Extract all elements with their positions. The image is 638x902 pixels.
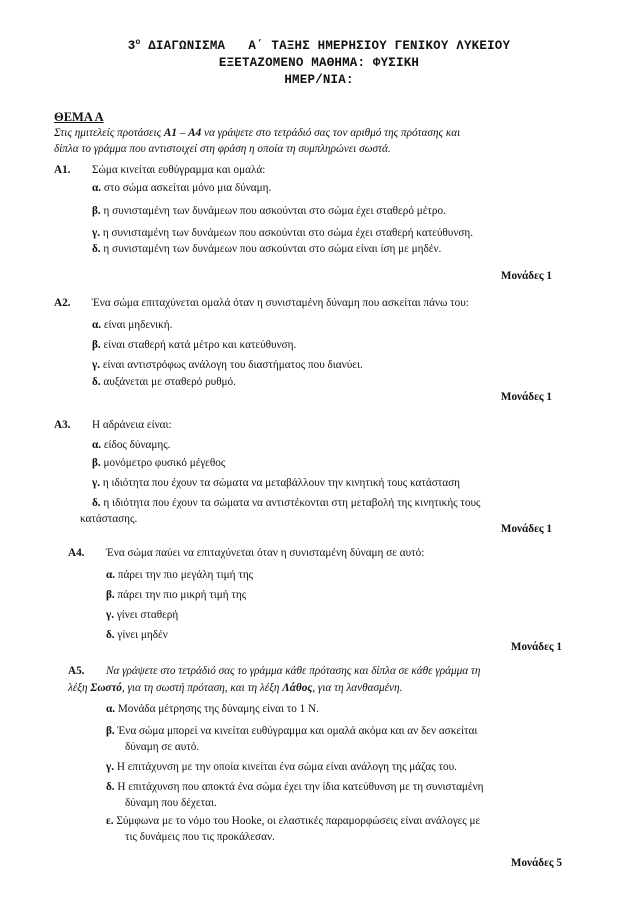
- list-item: γ. η συνισταμένη των δυνάμεων που ασκούνται στο σώμα έχει σταθερή κατεύθυνση.: [92, 227, 474, 239]
- list-item: γ. είναι αντιστρόφως ανάλογη του διαστήματος που διανύει.: [92, 359, 363, 371]
- list-item: δ. η ιδιότητα που έχουν τα σώματα να αντιστέκονται στη μεταβολή της κινητικής τους: [92, 497, 481, 509]
- list-item: α. στο σώμα ασκείται μόνο μια δύναμη.: [92, 182, 272, 194]
- list-item: β. πάρει την πιο μικρή τιμή της: [106, 589, 247, 601]
- list-item: α. Μονάδα μέτρησης της δύναμης είναι το 1 Ν.: [106, 703, 319, 715]
- question-number: Α5.: [68, 665, 85, 677]
- question-text: Ένα σώμα παύει να επιταχύνεται όταν η συνισταμένη δύναμη σε αυτό:: [106, 547, 425, 559]
- theme-instructions-line-2: δίπλα το γράμμα που αντιστοιχεί στη φράση η οποία τη συμπληρώνει σωστά.: [54, 143, 391, 155]
- list-item-continuation: δύναμη που δέχεται.: [125, 797, 217, 809]
- theme-title: ΘΕΜΑ Α: [54, 110, 104, 124]
- list-item: α. είδος δύναμης.: [92, 439, 171, 451]
- marks-label: Μονάδες 1: [500, 523, 552, 535]
- list-item-continuation: τις δυνάμεις που τις προκάλεσαν.: [125, 831, 275, 843]
- question-number: Α3.: [54, 419, 71, 431]
- marks-label: Μονάδες 5: [510, 857, 562, 869]
- marks-label: Μονάδες 1: [500, 270, 552, 282]
- list-item-continuation: δύναμη σε αυτό.: [125, 741, 200, 753]
- list-item: γ. γίνει σταθερή: [106, 609, 179, 621]
- question-number: Α4.: [68, 547, 85, 559]
- marks-label: Μονάδες 1: [500, 391, 552, 403]
- list-item: β. μονόμετρο φυσικό μέγεθος: [92, 457, 226, 469]
- list-item: δ. η συνισταμένη των δυνάμεων που ασκούνται στο σώμα είναι ίση με μηδέν.: [92, 243, 442, 255]
- exam-header: [0, 34, 638, 89]
- question-instructions-line-1: Να γράψετε στο τετράδιό σας το γράμμα κάθε πρότασης και δίπλα σε κάθε γράμμα τη: [106, 665, 481, 677]
- question-text: Η αδράνεια είναι:: [92, 419, 172, 431]
- list-item: β. η συνισταμένη των δυνάμεων που ασκούνται στο σώμα έχει σταθερό μέτρο.: [92, 205, 446, 217]
- header-line-1: $3^o$ ΔΙΑΓΩΝΙΣΜΑ Α΄ ΤΑΞΗΣ ΗΜΕΡΗΣΙΟΥ ΓΕΝΙΚΟΥ ΛΥΚΕΙΟΥ: [127, 38, 511, 54]
- list-item-continuation: κατάστασης.: [80, 513, 138, 525]
- list-item: δ. Η επιτάχυνση που αποκτά ένα σώμα έχει την ίδια κατεύθυνση με τη συνισταμένη: [106, 781, 484, 793]
- list-item: γ. η ιδιότητα που έχουν τα σώματα να μεταβάλλουν την κινητική τους κατάσταση: [92, 477, 460, 489]
- question-number: Α2.: [54, 297, 71, 309]
- question-instructions-line-2: λέξη Σωστό, για τη σωστή πρόταση, και τη λέξη Λάθος, για τη λανθασμένη.: [68, 682, 403, 694]
- list-item: β. είναι σταθερή κατά μέτρο και κατεύθυνση.: [92, 339, 297, 351]
- list-item: δ. αυξάνεται με σταθερό ρυθμό.: [92, 376, 236, 388]
- theme-instructions-line-1: Στις ημιτελείς προτάσεις Α1 – Α4 να γράψετε στο τετράδιό σας τον αριθμό της πρότασης και: [54, 127, 461, 139]
- question-text: Ένα σώμα επιταχύνεται ομαλά όταν η συνισταμένη δύναμη που ασκείται πάνω του:: [92, 297, 469, 309]
- list-item: γ. Η επιτάχυνση με την οποία κινείται ένα σώμα είναι ανάλογη της μάζας του.: [106, 761, 457, 773]
- header-line-3: ΗΜΕΡ/ΝΙΑ:: [284, 73, 354, 88]
- header-line-2: ΕΞΕΤΑΖΟΜΕΝΟ ΜΑΘΗΜΑ: ΦΥΣΙΚΗ: [218, 56, 420, 71]
- list-item: ε. Σύμφωνα με το νόμο του Hooke, οι ελαστικές παραμορφώσεις είναι ανάλογες με: [106, 815, 481, 827]
- list-item: α. είναι μηδενική.: [92, 319, 173, 331]
- marks-label: Μονάδες 1: [510, 641, 562, 653]
- question-text: Σώμα κινείται ευθύγραμμα και ομαλά:: [92, 164, 266, 176]
- question-number: Α1.: [54, 164, 71, 176]
- list-item: α. πάρει την πιο μεγάλη τιμή της: [106, 569, 254, 581]
- list-item: δ. γίνει μηδέν: [106, 629, 168, 641]
- list-item: β. Ένα σώμα μπορεί να κινείται ευθύγραμμα και ομαλά ακόμα και αν δεν ασκείται: [106, 725, 478, 737]
